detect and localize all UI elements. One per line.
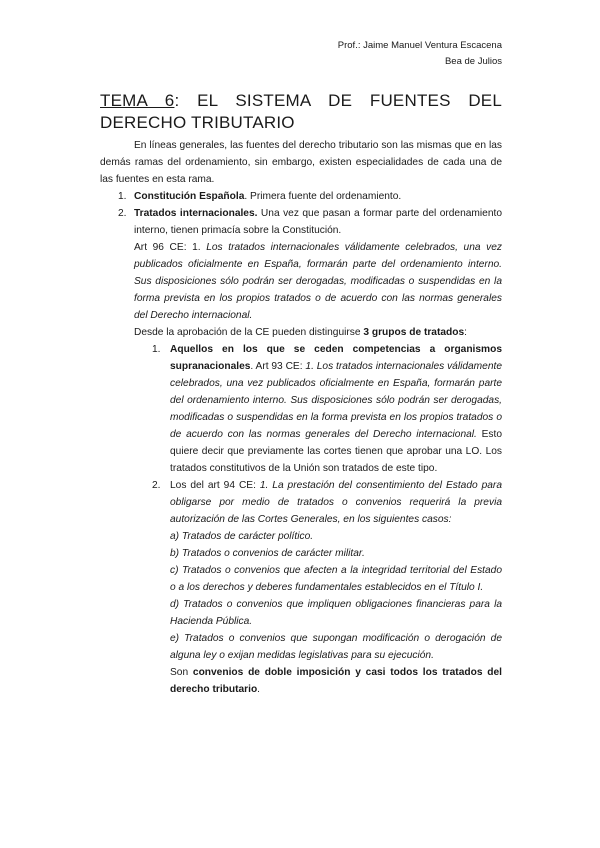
closing-period: .	[257, 684, 261, 695]
page-title	[100, 90, 502, 134]
grupos-bold: 3 grupos de tratados	[363, 327, 465, 338]
art94-italic: 1. La prestación del consentimiento del Estado para obligarse por medio de tratados o convenios requerirá la previa autorización de las Cortes Generales, en los siguientes casos:	[170, 480, 502, 525]
art96-italic: Los tratados internacionales válidamente celebrados, una vez publicados oficialmente en España, formarán parte del ordenamiento interno. Sus disposiciones sólo podrán ser derogadas, modificadas o suspendidas en la forma prevista en los propios tratados o de acuerdo con las normas generales del Derecho internacional.	[134, 242, 503, 321]
case-text: b) Tratados o convenios de carácter militar.	[170, 548, 365, 559]
sub1-text-b: Esto quiere decir que previamente las cortes tienen que aprobar una LO. Los tratados constitutivos de la Unión son tratados de este tipo.	[170, 429, 502, 474]
sub-item-art94	[100, 477, 502, 528]
sub1-text-a: . Art 93 CE:	[250, 361, 306, 372]
sub-list-number: 1.	[152, 344, 161, 355]
list-number: 2.	[118, 208, 127, 219]
sub-item-supranacionales	[100, 341, 502, 477]
sub2-text-a: Los del art 94 CE:	[170, 480, 260, 491]
case-b	[100, 545, 502, 562]
document-body	[100, 137, 502, 698]
item-heading: Tratados internacionales.	[134, 208, 258, 219]
author-name: Bea de Julios	[444, 56, 502, 67]
list-item-tratados	[100, 205, 502, 239]
closing-bold: convenios de doble imposición y casi todos los tratados del derecho tributario	[170, 667, 502, 695]
item-text: Una vez que pasan a formar parte del ordenamiento interno, tienen primacía sobre la Constitución.	[134, 208, 503, 236]
grupos-intro	[100, 324, 502, 341]
sub-list-number: 2.	[152, 480, 161, 491]
item-text: . Primera fuente del ordenamiento.	[244, 191, 402, 202]
art96-prefix: Art 96 CE: 1.	[134, 242, 201, 253]
professor-name: Prof.: Jaime Manuel Ventura Escacena	[337, 40, 502, 51]
case-text: a) Tratados de carácter político.	[170, 531, 314, 542]
art93-italic: 1. Los tratados internacionales válidamente celebrados, una vez publicados oficialmente en España, formarán parte del ordenamiento interno. Sus disposiciones sólo podrán ser derogadas, modificadas o suspendidas en la forma prevista en los propios tratados o de acuerdo con las normas generales del Derecho internacional.	[170, 361, 502, 440]
case-text: c) Tratados o convenios que afecten a la integridad territorial del Estado o a los derechos y deberes fundamentales establecidos en el Título I.	[170, 565, 502, 593]
closing-paragraph	[100, 664, 502, 698]
page-header	[338, 38, 502, 70]
case-a	[100, 528, 502, 545]
grupos-text: Desde la aprobación de la CE pueden distinguirse	[134, 327, 364, 338]
title-tema: TEMA 6	[100, 91, 175, 110]
case-c	[100, 562, 502, 596]
item-heading: Constitución Española	[134, 191, 245, 202]
sub1-heading: Aquellos en los que se ceden competencias a organismos supranacionales	[170, 344, 502, 372]
grupos-colon: :	[464, 327, 467, 338]
case-d	[100, 596, 502, 630]
list-number: 1.	[118, 191, 127, 202]
case-text: e) Tratados o convenios que supongan modificación o derogación de alguna ley o exijan medidas legislativas para su ejecución.	[170, 633, 502, 661]
intro-paragraph: En líneas generales, las fuentes del derecho tributario son las mismas que en las demás ramas del ordenamiento, sin embargo, existen especialidades de cada una de las fuentes en esta rama.	[100, 140, 502, 185]
list-item-constitucion	[100, 188, 502, 205]
art96-quote	[100, 239, 502, 324]
case-e	[100, 630, 502, 664]
case-text: d) Tratados o convenios que impliquen obligaciones financieras para la Hacienda Pública.	[170, 599, 502, 627]
title-text: : EL SISTEMA DE FUENTES DEL DERECHO TRIBUTARIO	[100, 91, 502, 132]
closing-text: Son	[170, 667, 193, 678]
